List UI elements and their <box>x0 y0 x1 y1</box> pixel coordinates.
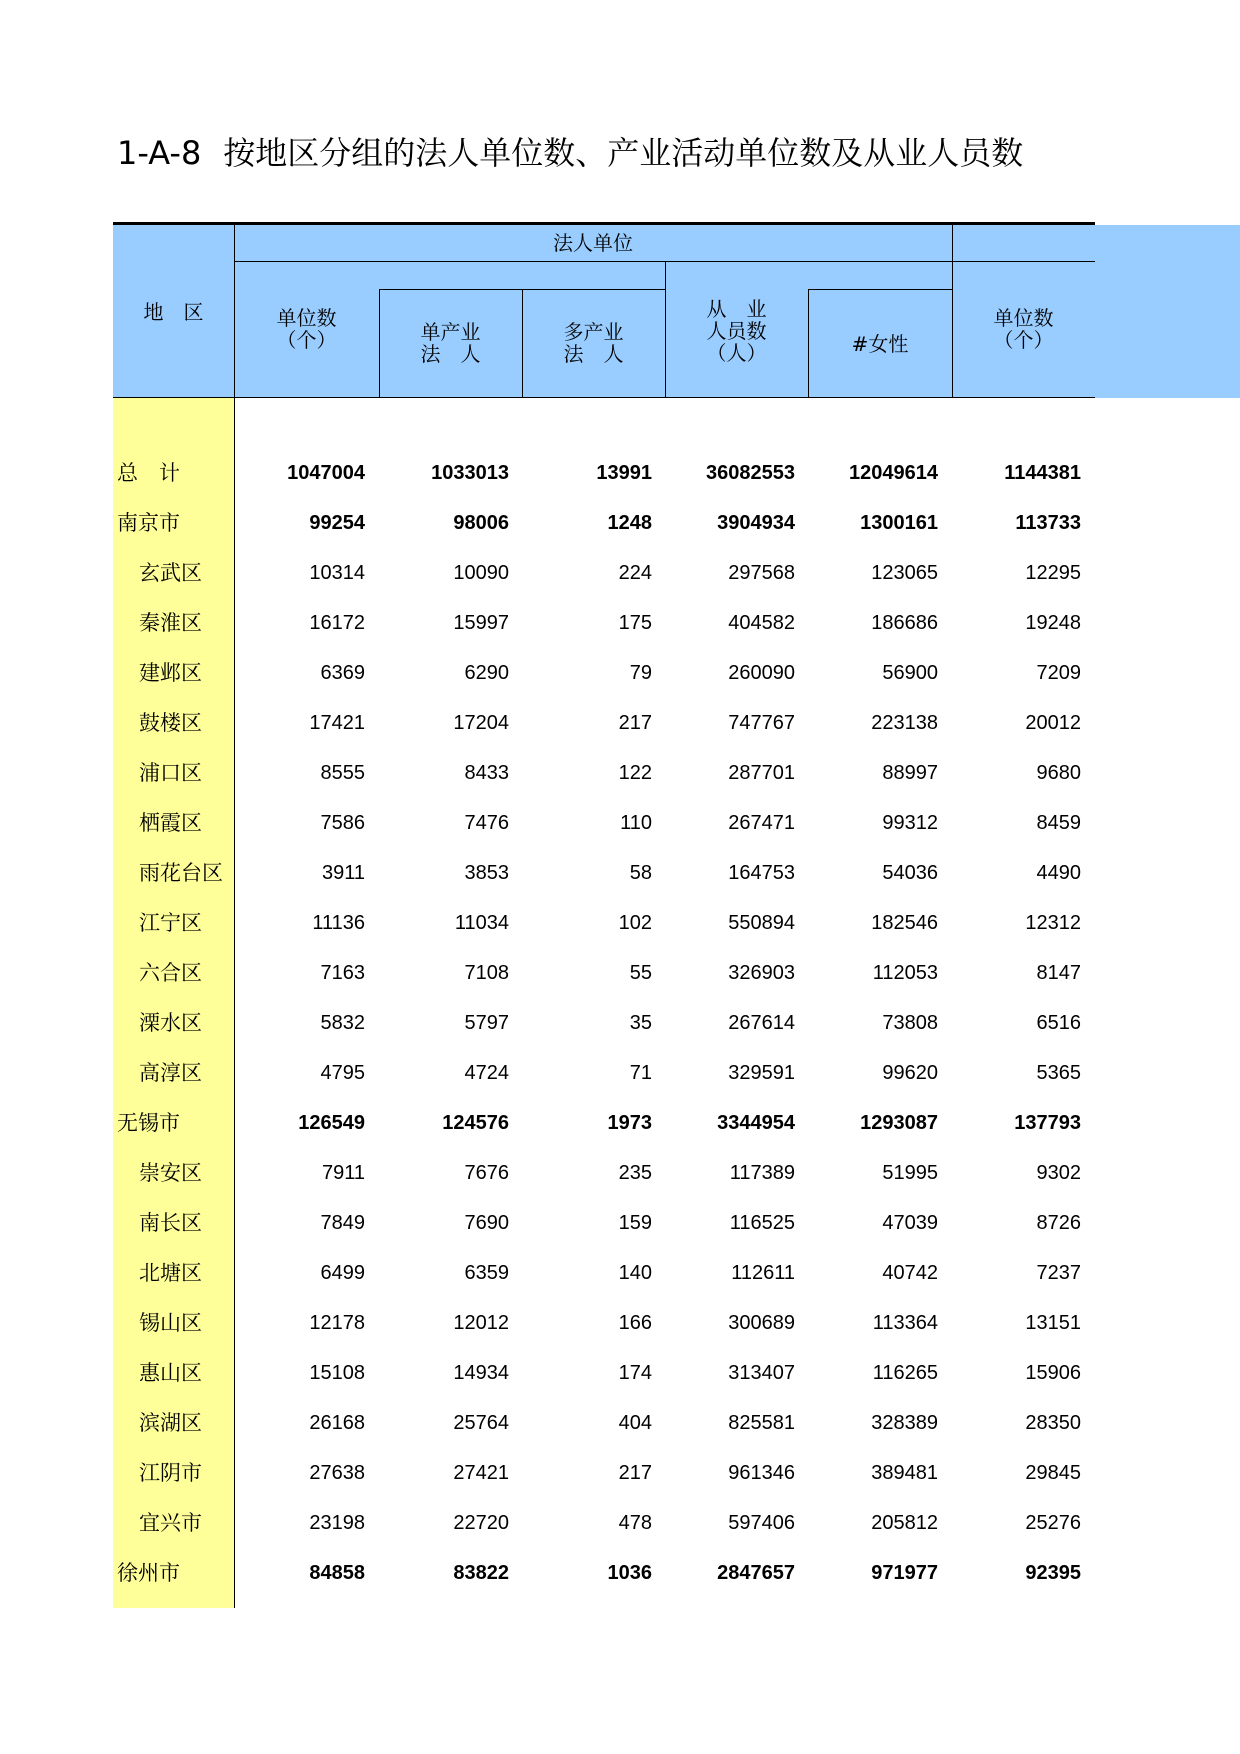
table-cell: 404 <box>618 1412 652 1434</box>
table-cell: 11136 <box>312 912 365 934</box>
table-cell: 7911 <box>321 1162 365 1184</box>
table-cell: 25276 <box>1025 1512 1081 1534</box>
table-cell: 205812 <box>871 1512 938 1534</box>
table-cell: 27638 <box>309 1462 365 1484</box>
table-cell: 122 <box>618 762 652 784</box>
region-name: 浦口区 <box>139 761 202 785</box>
table-cell: 79 <box>629 662 652 684</box>
table-cell: 54036 <box>882 862 938 884</box>
region-name: 江阴市 <box>139 1461 202 1485</box>
header-unit-count: 单位数 （个） <box>276 306 337 352</box>
table-cell: 217 <box>618 1462 652 1484</box>
table-cell: 4490 <box>1036 862 1081 884</box>
header-bottom-rule <box>113 397 1095 398</box>
table-cell: 7476 <box>464 812 509 834</box>
table-cell: 88997 <box>882 762 938 784</box>
table-cell: 223138 <box>871 712 938 734</box>
table-cell: 8433 <box>464 762 509 784</box>
table-row <box>113 548 1095 598</box>
table-cell: 260090 <box>728 662 795 684</box>
table-cell: 14934 <box>453 1362 509 1384</box>
table-cell: 102 <box>618 912 652 934</box>
table-cell: 92395 <box>1025 1562 1081 1584</box>
table-cell: 36082553 <box>706 462 795 484</box>
table-row <box>113 998 1095 1048</box>
table-cell: 267471 <box>728 812 795 834</box>
table-cell: 58 <box>629 862 652 884</box>
header-activity-unit-count: 单位数 （个） <box>993 306 1054 352</box>
table-cell: 7163 <box>320 962 365 984</box>
table-cell: 40742 <box>882 1262 938 1284</box>
table-cell: 186686 <box>871 612 938 634</box>
table-cell: 126549 <box>298 1112 365 1134</box>
table-cell: 7849 <box>320 1212 365 1234</box>
table-cell: 51995 <box>882 1162 938 1184</box>
table-cell: 597406 <box>728 1512 795 1534</box>
table-cell: 7690 <box>464 1212 509 1234</box>
table-cell: 112053 <box>872 962 938 984</box>
table-cell: 6516 <box>1036 1012 1081 1034</box>
table-cell: 166 <box>618 1312 652 1334</box>
table-cell: 1293087 <box>860 1112 938 1134</box>
table-cell: 12178 <box>309 1312 365 1334</box>
table-cell: 56900 <box>882 662 938 684</box>
table-cell: 35 <box>629 1012 652 1034</box>
table-row <box>113 648 1095 698</box>
table-cell: 28350 <box>1025 1412 1081 1434</box>
header-divider <box>808 289 952 290</box>
table-cell: 1033013 <box>431 462 509 484</box>
table-cell: 478 <box>618 1512 652 1534</box>
header-multi-industry: 多产业 法 人 <box>563 320 624 366</box>
table-row <box>113 1298 1095 1348</box>
table-cell: 1144381 <box>1004 462 1081 484</box>
region-name: 南长区 <box>139 1211 202 1235</box>
table-cell: 7586 <box>320 812 365 834</box>
table-row <box>113 798 1095 848</box>
table-cell: 6369 <box>320 662 365 684</box>
table-cell: 971977 <box>871 1562 938 1584</box>
header-employees: 从 业 人员数 （人） <box>706 297 767 365</box>
region-name: 南京市 <box>117 511 180 535</box>
table-cell: 15108 <box>309 1362 365 1384</box>
table-row <box>113 1498 1095 1548</box>
table-cell: 117389 <box>729 1162 795 1184</box>
table-cell: 99620 <box>882 1062 938 1084</box>
table-cell: 84858 <box>309 1562 365 1584</box>
table-row <box>113 898 1095 948</box>
table-cell: 27421 <box>453 1462 509 1484</box>
region-name: 玄武区 <box>139 561 202 585</box>
region-name: 宜兴市 <box>139 1511 202 1535</box>
table-cell: 71 <box>629 1062 652 1084</box>
table-cell: 10314 <box>309 562 365 584</box>
table-cell: 389481 <box>871 1462 938 1484</box>
table-cell: 1036 <box>607 1562 652 1584</box>
table-cell: 7209 <box>1036 662 1081 684</box>
table-cell: 217 <box>618 712 652 734</box>
table-cell: 6359 <box>464 1262 509 1284</box>
region-name: 徐州市 <box>117 1561 180 1585</box>
table-cell: 99312 <box>882 812 938 834</box>
region-name: 北塘区 <box>139 1261 202 1285</box>
table-cell: 13151 <box>1025 1312 1081 1334</box>
table-cell: 20012 <box>1025 712 1081 734</box>
region-name: 惠山区 <box>139 1361 202 1385</box>
table-cell: 23198 <box>309 1512 365 1534</box>
table-cell: 98006 <box>453 512 509 534</box>
region-name: 锡山区 <box>139 1311 202 1335</box>
table-cell: 8459 <box>1036 812 1081 834</box>
header-female: #女性 <box>851 332 909 356</box>
table-row <box>113 1048 1095 1098</box>
table-cell: 404582 <box>728 612 795 634</box>
table-cell: 3344954 <box>717 1112 795 1134</box>
header-single-industry: 单产业 法 人 <box>420 320 481 366</box>
table-cell: 123065 <box>871 562 938 584</box>
table-cell: 8555 <box>320 762 365 784</box>
table-cell: 961346 <box>728 1462 795 1484</box>
table-cell: 73808 <box>882 1012 938 1034</box>
table-cell: 326903 <box>728 962 795 984</box>
table-cell: 550894 <box>728 912 795 934</box>
table-cell: 164753 <box>728 862 795 884</box>
table-cell: 12012 <box>453 1312 509 1334</box>
table-row <box>113 848 1095 898</box>
table-cell: 6290 <box>464 662 509 684</box>
region-name: 鼓楼区 <box>139 711 202 735</box>
table-row <box>113 1348 1095 1398</box>
region-name: 溧水区 <box>139 1011 202 1035</box>
table-cell: 7108 <box>464 962 509 984</box>
table-row <box>113 748 1095 798</box>
region-name: 滨湖区 <box>139 1411 202 1435</box>
table-cell: 7676 <box>464 1162 509 1184</box>
table-row <box>113 1148 1095 1198</box>
table-cell: 124576 <box>442 1112 509 1134</box>
table-cell: 17204 <box>453 712 509 734</box>
table-top-rule <box>113 222 1095 225</box>
table-cell: 113733 <box>1015 512 1081 534</box>
table-cell: 287701 <box>728 762 795 784</box>
table-row <box>113 1098 1095 1148</box>
region-name: 总 计 <box>117 461 180 485</box>
table-cell: 140 <box>618 1262 652 1284</box>
table-title: 按地区分组的法人单位数、产业活动单位数及从业人员数 <box>223 134 1024 172</box>
region-name: 六合区 <box>139 961 202 985</box>
region-name: 栖霞区 <box>139 811 202 835</box>
table-row <box>113 1198 1095 1248</box>
table-cell: 5797 <box>464 1012 509 1034</box>
table-cell: 55 <box>629 962 652 984</box>
table-row <box>113 1398 1095 1448</box>
table-cell: 116525 <box>729 1212 795 1234</box>
table-cell: 137793 <box>1014 1112 1081 1134</box>
table-cell: 116265 <box>872 1362 938 1384</box>
table-cell: 10090 <box>453 562 509 584</box>
table-cell: 25764 <box>453 1412 509 1434</box>
table-cell: 17421 <box>309 712 365 734</box>
table-cell: 224 <box>618 562 652 584</box>
table-cell: 113364 <box>872 1312 938 1334</box>
table-cell: 9680 <box>1036 762 1081 784</box>
table-cell: 747767 <box>728 712 795 734</box>
table-cell: 7237 <box>1036 1262 1081 1284</box>
table-cell: 235 <box>618 1162 652 1184</box>
table-cell: 328389 <box>871 1412 938 1434</box>
table-row <box>113 1248 1095 1298</box>
table-cell: 8726 <box>1036 1212 1081 1234</box>
table-cell: 29845 <box>1025 1462 1081 1484</box>
table-row <box>113 698 1095 748</box>
table-cell: 1300161 <box>860 512 938 534</box>
region-name: 秦淮区 <box>139 611 202 635</box>
table-cell: 300689 <box>728 1312 795 1334</box>
table-cell: 297568 <box>728 562 795 584</box>
table-cell: 3904934 <box>717 512 795 534</box>
region-name: 建邺区 <box>139 661 202 685</box>
table-cell: 5365 <box>1036 1062 1081 1084</box>
table-row <box>113 948 1095 998</box>
table-cell: 12295 <box>1025 562 1081 584</box>
table-cell: 1973 <box>607 1112 652 1134</box>
table-cell: 1248 <box>607 512 652 534</box>
table-cell: 1047004 <box>287 462 365 484</box>
header-region: 地 区 <box>143 300 204 324</box>
table-cell: 174 <box>618 1362 652 1384</box>
page-title <box>117 128 1023 174</box>
table-cell: 112611 <box>731 1262 795 1284</box>
table-row <box>113 448 1095 498</box>
region-name: 崇安区 <box>139 1161 202 1185</box>
region-name: 无锡市 <box>117 1111 180 1135</box>
table-cell: 9302 <box>1036 1162 1081 1184</box>
table-cell: 3853 <box>464 862 509 884</box>
table-cell: 26168 <box>309 1412 365 1434</box>
table-cell: 8147 <box>1036 962 1081 984</box>
table-cell: 83822 <box>453 1562 509 1584</box>
table-cell: 182546 <box>871 912 938 934</box>
table-cell: 19248 <box>1025 612 1081 634</box>
table-cell: 2847657 <box>717 1562 795 1584</box>
table-cell: 329591 <box>728 1062 795 1084</box>
region-name: 江宁区 <box>139 911 202 935</box>
table-cell: 3911 <box>321 862 365 884</box>
region-name: 雨花台区 <box>139 861 223 885</box>
table-cell: 6499 <box>320 1262 365 1284</box>
table-code: 1-A-8 <box>117 134 202 172</box>
table-cell: 4795 <box>320 1062 365 1084</box>
table-cell: 175 <box>618 612 652 634</box>
table-cell: 12312 <box>1025 912 1081 934</box>
table-cell: 15906 <box>1025 1362 1081 1384</box>
table-cell: 159 <box>618 1212 652 1234</box>
table-cell: 13991 <box>596 462 652 484</box>
table-cell: 22720 <box>453 1512 509 1534</box>
table-cell: 15997 <box>453 612 509 634</box>
header-legal-units: 法人单位 <box>553 231 633 255</box>
table-cell: 12049614 <box>849 462 938 484</box>
table-cell: 825581 <box>728 1412 795 1434</box>
table-cell: 4724 <box>464 1062 509 1084</box>
table-row <box>113 498 1095 548</box>
table-cell: 267614 <box>728 1012 795 1034</box>
table-cell: 47039 <box>882 1212 938 1234</box>
table-cell: 11034 <box>454 912 509 934</box>
table-row <box>113 1548 1095 1598</box>
table-row <box>113 598 1095 648</box>
table-cell: 99254 <box>309 512 365 534</box>
table-row <box>113 1448 1095 1498</box>
table-cell: 5832 <box>320 1012 365 1034</box>
table-cell: 313407 <box>728 1362 795 1384</box>
table-cell: 110 <box>620 812 652 834</box>
region-name: 高淳区 <box>139 1061 202 1085</box>
table-cell: 16172 <box>309 612 365 634</box>
